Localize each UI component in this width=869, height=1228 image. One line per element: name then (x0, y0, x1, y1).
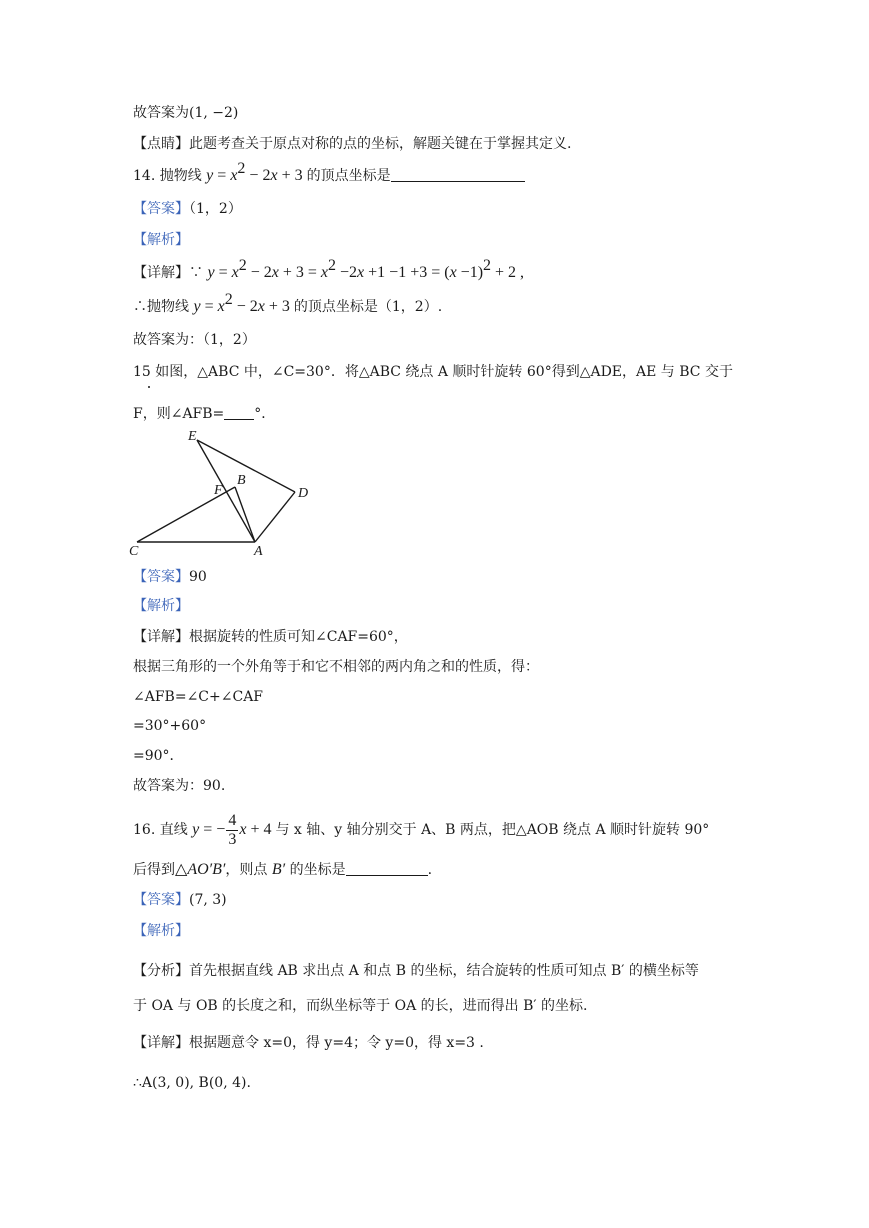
q15-answer-value: 90 (189, 569, 207, 585)
comment-line (133, 134, 571, 154)
label-B: B (237, 473, 246, 488)
label-A: A (254, 544, 263, 558)
q14-answer-tag: 【答案】 (133, 201, 189, 217)
q16-line2-mid: ，则点 (225, 862, 268, 878)
q16-fenxi-1 (133, 961, 699, 981)
q16-fenxi-text-1: 首先根据直线 AB 求出点 A 和点 B 的坐标，结合旋转的性质可知点 B′ 的横坐标等 (189, 963, 699, 979)
q14-conclusion-post: 的顶点坐标是（1，2）. (293, 299, 443, 315)
q14-conclusion-pre: ∴抛物线 (133, 299, 189, 315)
q15-final: 故答案为：90. (133, 778, 226, 794)
q16-line2-end: . (427, 862, 433, 878)
q16-line2-pre: 后得到 (133, 862, 175, 878)
q14-formula: y (206, 167, 214, 184)
q15-detail-1 (133, 627, 408, 647)
question-14: 14. 抛物线 $y = x^2 - 2x + 3$ 的顶点坐标是 (133, 166, 525, 186)
answer-line: 故答案为(1, −2) (133, 105, 239, 121)
question-15-line1: 15 如图，△ABC 中，∠C=30°．将△ABC 绕点 A 顺时针旋转 60°得到△ADE，AE 与 BC 交于 (133, 364, 733, 380)
q16-blank (346, 861, 428, 876)
q16-answer-value: (7, 3) (189, 892, 227, 908)
label-F: F (214, 483, 223, 498)
q16-number: 16. (133, 822, 156, 838)
q16-detail-2: ∴A(3, 0), B(0, 4). (133, 1075, 251, 1091)
q16-answer-tag: 【答案】 (133, 892, 189, 908)
q16-fenxi-tag: 【分析】 (133, 963, 189, 979)
fraction-4-3: $\frac{4}{3}$ (228, 811, 237, 848)
triangle-figure (125, 428, 325, 558)
q14-suffix: 的顶点坐标是 (306, 168, 391, 184)
question-16-line1: 16. 直线 y = − $\frac{4}{3}$ x + 4 与 x 轴、y 轴分别交于 A、B 两点，把△AOB 绕点 A 顺时针旋转 90° (133, 811, 710, 848)
question-15-line2 (133, 404, 275, 424)
q15-detail-2: 根据三角形的一个外角等于和它不相邻的两内角之和的性质，得： (133, 659, 539, 675)
q14-prefix: 抛物线 (159, 168, 202, 184)
segment-B-A (235, 487, 255, 542)
q15-blank (224, 405, 254, 420)
q16-detail-1 (133, 1033, 484, 1053)
q16-analysis-tag: 【解析】 (133, 923, 189, 939)
label-E: E (188, 429, 197, 444)
emphasis-dot (148, 386, 150, 388)
q15-detail-text: 根据旋转的性质可知∠CAF=60°， (189, 629, 408, 645)
q15-detail-3: ∠AFB=∠C+∠CAF (133, 689, 264, 705)
q15-answer (133, 567, 207, 587)
q16-suffix: 与 x 轴、y 轴分别交于 A、B 两点，把△AOB 绕点 A 顺时针旋转 90° (275, 822, 710, 838)
q15-detail-4: =30°+60° (133, 718, 207, 734)
q15-line2-pre: F，则∠AFB= (133, 406, 225, 422)
segment-D-A (255, 492, 295, 542)
q16-detail-tag: 【详解】 (133, 1035, 189, 1051)
q16-answer (133, 890, 227, 910)
q14-blank (391, 167, 525, 182)
q14-number: 14. (133, 168, 156, 184)
question-16-line2: 后得到△AO′B′，则点 B′ 的坐标是 . (133, 861, 433, 878)
q16-fenxi-2: 于 OA 与 OB 的长度之和，而纵坐标等于 OA 的长，进而得出 B′ 的坐标. (133, 998, 588, 1014)
q15-line2-post: °． (254, 406, 276, 422)
q14-detail-tag: 【详解】 (133, 265, 189, 281)
comment-text: 此题考查关于原点对称的点的坐标，解题关键在于掌握其定义. (189, 136, 572, 152)
q15-answer-tag: 【答案】 (133, 569, 189, 585)
comment-tag: 【点睛】 (133, 136, 189, 152)
q16-formula: y (192, 821, 200, 838)
q15-analysis-tag: 【解析】 (133, 598, 189, 614)
q16-detail-text: 根据题意令 x=0，得 y=4；令 y=0，得 x=3 . (189, 1035, 484, 1051)
q14-answer-value: （1，2） (189, 201, 242, 217)
q15-detail-tag: 【详解】 (133, 629, 189, 645)
label-C: C (129, 544, 139, 558)
q16-prefix: 直线 (159, 822, 188, 838)
q14-final: 故答案为：（1，2） (133, 332, 256, 348)
q14-analysis-tag: 【解析】 (133, 232, 189, 248)
q16-line2-post: 的坐标是 (289, 862, 346, 878)
q14-answer (133, 199, 242, 219)
because-symbol: ∵ (189, 265, 203, 281)
q14-conclusion: ∴抛物线 $y = x^2 - 2x + 3$ 的顶点坐标是（1，2）. (133, 291, 443, 315)
label-D: D (298, 486, 309, 501)
q15-detail-5: =90°． (133, 748, 184, 764)
q14-detail: 【详解】∵ $y = x^2 - 2x + 3 = x^2 -2x +1 -1 +3 = (x -1)^2 + 2$ , (133, 257, 525, 281)
